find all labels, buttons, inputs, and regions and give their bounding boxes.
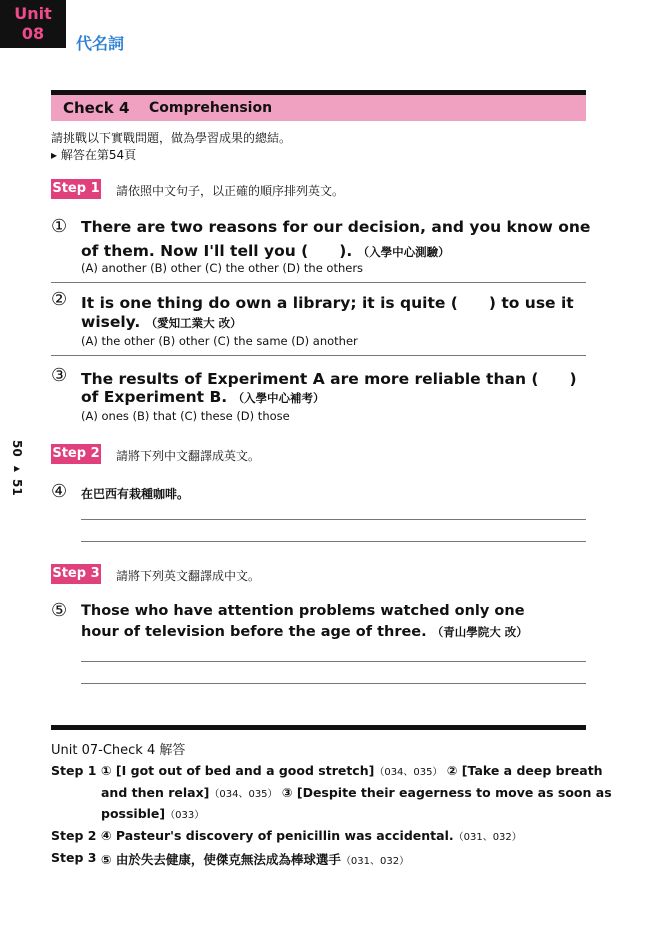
question-text: The results of Experiment A are more reliable than ( ) — [81, 370, 577, 388]
question-source: （入學中心測驗） — [357, 245, 450, 259]
question-text-cont: wisely. — [81, 313, 141, 331]
check-title: Check 4 — [63, 99, 130, 117]
question-number: ④ — [51, 481, 68, 502]
answer-step1-line2 — [101, 785, 612, 800]
answer-step3-line — [101, 850, 409, 868]
chapter-title: 代名詞 — [76, 34, 125, 53]
answer-code: （034、035） — [209, 789, 278, 800]
question-text: Those who have attention problems watched only one — [81, 603, 525, 619]
answer-step3-label: Step 3 — [51, 850, 97, 865]
answer-text: ⑤ 由於失去健康，使傑克無法成為棒球選手 — [101, 852, 341, 867]
step3-instruction: 請將下列英文翻譯成中文。 — [116, 569, 261, 583]
answer-line[interactable] — [81, 683, 586, 684]
question-number: ① — [51, 216, 68, 237]
answer-text: possible] — [101, 806, 166, 821]
step1-instruction: 請依照中文句子，以正確的順序排列英文。 — [116, 184, 345, 198]
answers-rule — [51, 725, 586, 730]
check-header — [51, 95, 586, 121]
answer-code: （034、035） — [374, 767, 443, 778]
answer-step1-line3 — [101, 806, 204, 821]
step2-tag: Step 2 — [51, 444, 101, 464]
answer-text: ④ Pasteur's discovery of penicillin was accidental. — [101, 828, 454, 843]
question-number: ⑤ — [51, 600, 68, 621]
answer-text: ③ [Despite their eagerness to move as soon as — [281, 785, 612, 800]
unit-label: Unit — [14, 4, 52, 23]
divider — [51, 355, 586, 356]
answer-line[interactable] — [81, 519, 586, 520]
answer-step1-label: Step 1 — [51, 763, 97, 778]
question-options: (A) another (B) other (C) the other (D) the others — [81, 261, 364, 275]
answer-page-ref: ▸ 解答在第54頁 — [51, 148, 137, 162]
intro-line: 請挑戰以下實戰問題，做為學習成果的總結。 — [51, 131, 292, 145]
question-number: ③ — [51, 365, 68, 386]
page-numbers: 50 ▸ 51 — [10, 440, 24, 496]
answer-text: ② [Take a deep breath — [446, 763, 603, 778]
question-text: There are two reasons for our decision, and you know one — [81, 218, 591, 236]
answer-code: （031、032） — [453, 832, 522, 843]
answer-text: and then relax] — [101, 785, 210, 800]
question-source: （愛知工業大 改） — [145, 316, 242, 330]
answer-text: ① [I got out of bed and a good stretch] — [101, 763, 375, 778]
answer-code: （033） — [165, 810, 205, 821]
question-text-cont: hour of television before the age of three. — [81, 624, 427, 640]
step1-tag: Step 1 — [51, 179, 101, 199]
question-text — [81, 313, 242, 331]
answers-title: Unit 07-Check 4 解答 — [51, 743, 186, 758]
question-text-cont: of Experiment B. — [81, 388, 228, 406]
unit-badge — [0, 0, 66, 48]
answer-line[interactable] — [81, 661, 586, 662]
question-options: (A) ones (B) that (C) these (D) those — [81, 409, 290, 423]
unit-number: 08 — [21, 24, 45, 43]
question-text-cont: of them. Now I'll tell you ( ). — [81, 242, 353, 260]
check-subtitle: Comprehension — [149, 100, 273, 116]
question-source: （入學中心補考） — [232, 391, 325, 405]
answer-step2-line — [101, 828, 522, 843]
answer-line[interactable] — [81, 541, 586, 542]
question-text — [81, 239, 450, 261]
step3-tag: Step 3 — [51, 564, 101, 584]
question-text: It is one thing do own a library; it is quite ( ) to use it — [81, 294, 574, 312]
question-options: (A) the other (B) other (C) the same (D) another — [81, 334, 358, 348]
divider — [51, 282, 586, 283]
question-number: ② — [51, 289, 68, 310]
question-text — [81, 624, 528, 640]
step2-instruction: 請將下列中文翻譯成英文。 — [116, 449, 261, 463]
question-source: （青山學院大 改） — [431, 625, 528, 639]
question-text — [81, 388, 325, 406]
answer-step2-label: Step 2 — [51, 828, 97, 843]
question-text: 在巴西有栽種咖啡。 — [81, 487, 190, 501]
answer-step1-line1 — [101, 763, 603, 778]
answer-code: （031、032） — [340, 856, 410, 867]
